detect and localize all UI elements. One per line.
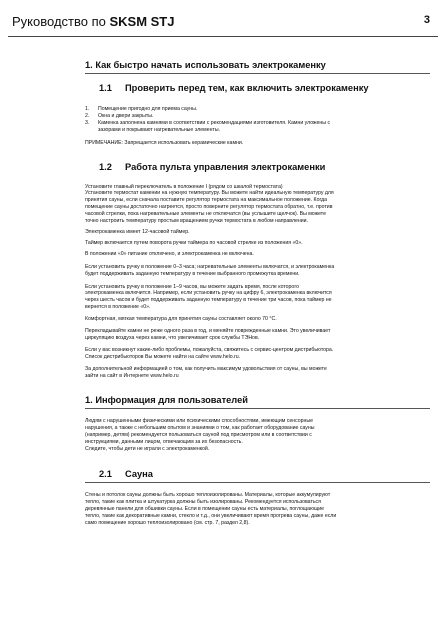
subsection-1-2-body xyxy=(85,184,430,380)
section-1-rule xyxy=(85,73,430,74)
subsection-2-1-paragraph: Стены и потолок сауны должны быть хорошо теплоизолированы. Материалы, которые аккумулируют тепло, такие как плитка и штукатурка должны быть изолированы. Рекомендуется использоваться деревянные панели для обшивки сауны. Если в помещении сауны есть материалы, поглощающие тепло, такие как декоративные камни, стекло и т.д., они увеличивают время прогрева сауны, даже если само помещение хорошо теплоизолировано (см. стр. 7, раздел 2,8). xyxy=(85,492,337,526)
checklist-item: 1. Помещение пригодно для приема сауны. xyxy=(85,106,198,112)
checklist-item: 3. Каменка заполнена камнями в соответствии с рекомендациями изготовителя. Камни уложены с зазорами и покрывают нагревательные элементы. xyxy=(85,119,331,133)
header-title-brand: SKSM STJ xyxy=(109,14,175,29)
content xyxy=(85,60,430,527)
paragraph: Таймер включается путем поворота ручки таймера по часовой стрелке из положения «0». xyxy=(85,239,303,246)
paragraph: Установите главный переключатель в положение I (рядом со шкалой термостата) Установите термостат камении на нужную температуру. Вы можете найти идеальную температуру для принятия сауны, если сначала поставите регулятор термостата на максимальное положение. Когда помещение сауны достаточно нагреется, просто поверните регулятор термостата обратно, т.е. против часовой стрелки, пока нагревательные элементы не отключатся (вы услышите щелчок). Вы можете точно настроить температуру простым вращением ручки термостата в любом направлении. xyxy=(85,183,334,225)
page-number: 3 xyxy=(423,14,430,26)
header-title-prefix: Руководство по xyxy=(12,14,110,29)
section-1-title: 1. Как быстро начать использовать электрокаменку xyxy=(85,60,326,70)
subsection-1-1-number: 1.1 xyxy=(99,83,112,93)
paragraph: Если установить ручку в положение 0–3 часа; нагревательные элементы включатся, и электрокаменка будет поддерживать заданную температуру в течение выбранного промежутка времени. xyxy=(85,263,335,277)
header-rule xyxy=(8,36,438,37)
section-2-paragraph: Людям с нарушенными физическими или психическими способностями, имеющим сенсорные нарушения, а также с небольшим опытом и знаниями о том, как работает оборудование сауны (например, детям) рекомендуется пользоваться сауной под присмотром или в соответствии с инструкциями, данными лицом, отвечающим за их безопасность. Следите, чтобы дети не играли с электрокаменкой. xyxy=(85,418,315,453)
subsection-2-1-number: 2.1 xyxy=(99,469,112,479)
subsection-2-1-rule xyxy=(85,482,430,483)
paragraph: Если установить ручку в положение 1–9 часов, вы можете задать время, после которого электрокаменка включится. Например, если установить ручку на цифру 6, электрокаменка включится через шесть часов и будет поддерживать заданную температуру в течение три часов, пока таймер не вернется в положение «0». xyxy=(85,283,332,311)
subsection-1-2-title: Работа пульта управления электрокаменки xyxy=(125,161,326,172)
subsection-1-1-heading xyxy=(85,83,430,93)
paragraph: Комфортная, мягкая температура для принятия сауны составляет около 70 °C. xyxy=(85,316,277,323)
paragraph: Перекладывайте камни не реже одного раза в год, и меняйте поврежденные камни. Это увеличивает циркуляцию воздуха через камни, что увеличивает срок службы ТЭНов. xyxy=(85,328,331,341)
subsection-2-1-heading xyxy=(85,469,430,479)
subsection-2-1-title: Сауна xyxy=(125,469,153,479)
paragraph: За дополнительной информацией о том, как получить максимум удовольствия от сауны, вы можете зайти на сайт в Интернете www.helo.ru xyxy=(85,365,327,379)
header-title xyxy=(12,14,174,29)
paragraph: Электрокаменка имеет 12-часовой таймер. xyxy=(85,228,190,235)
checklist xyxy=(85,106,430,134)
paragraph: В положении «0» питание отключено, и электрокаменка не включена. xyxy=(85,250,254,257)
note: ПРИМЕЧАНИЕ: Запрещается использовать керамические камни. xyxy=(85,139,244,146)
section-2-rule xyxy=(85,408,430,409)
subsection-1-2-number: 1.2 xyxy=(99,161,112,172)
subsection-1-2-heading xyxy=(85,162,430,172)
section-2-title: 1. Информация для пользователей xyxy=(85,395,248,406)
subsection-1-1-title: Проверить перед тем, как включить электрокаменку xyxy=(125,83,369,93)
checklist-item: 2. Окна и двери закрыты. xyxy=(85,112,154,119)
paragraph: Если у вас возникнут какие-либо проблемы, пожалуйста, свяжитесь с сервис-центром дистрибьютора. Список дистрибьюторов Вы можете найти на сайте www.helo.ru. xyxy=(85,346,334,360)
